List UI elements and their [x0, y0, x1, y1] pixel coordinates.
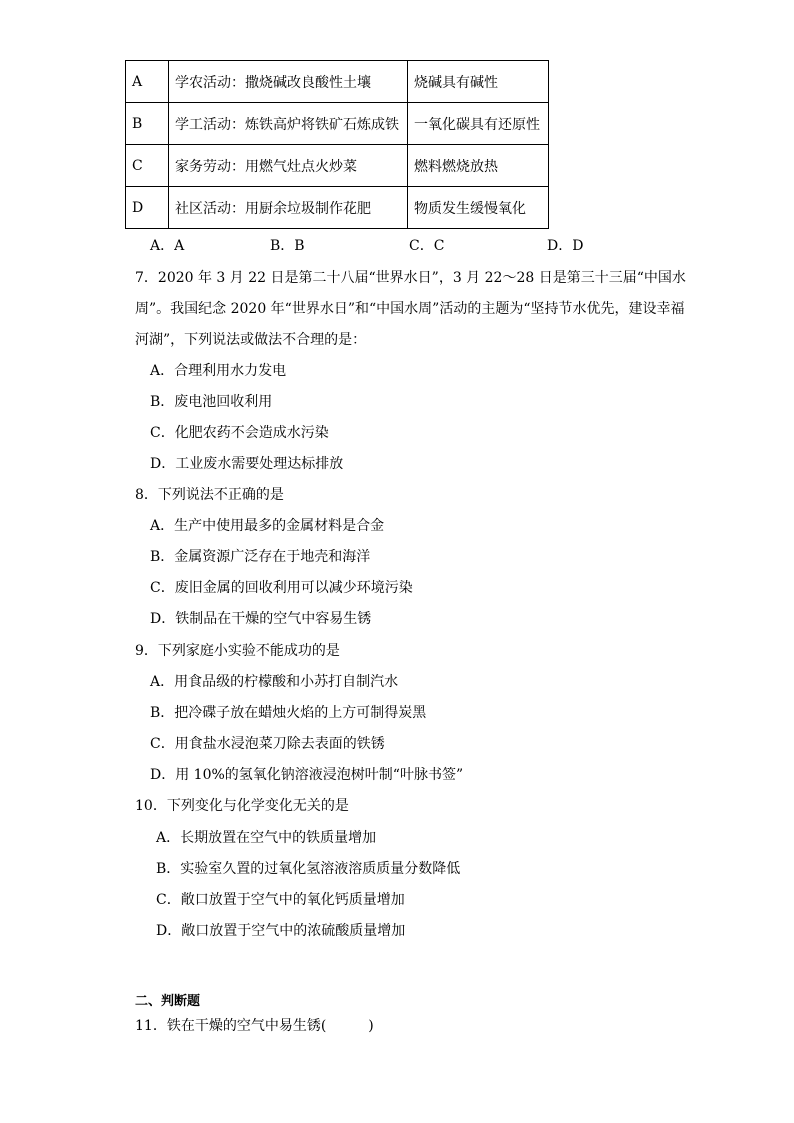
q7-option-b[interactable]: B．废电池回收利用	[150, 394, 273, 410]
q8-stem: 8．下列说法不正确的是	[135, 487, 284, 503]
q9-stem: 9．下列家庭小实验不能成功的是	[135, 643, 340, 659]
q10-option-c[interactable]: C．敞口放置于空气中的氧化钙质量增加	[156, 892, 405, 908]
q7-stem-line-2: 周”。我国纪念 2020 年“世界水日”和“中国水周”活动的主题为“坚持节水优先，建设幸福	[135, 301, 685, 317]
q7-option-c[interactable]: C．化肥农药不会造成水污染	[150, 425, 329, 441]
q7-stem-line-1: 7．2020 年 3 月 22 日是第二十八届“世界水日”，3 月 22～28 日是第三十三届“中国水	[135, 270, 686, 286]
row-label: C	[126, 145, 169, 187]
q9-option-c[interactable]: C．用食盐水浸泡菜刀除去表面的铁锈	[150, 736, 385, 752]
section-title: 二、判断题	[135, 994, 201, 1009]
q7-stem-line-3: 河湖”，下列说法或做法不合理的是：	[135, 332, 367, 348]
q6-option-a[interactable]: A．A	[150, 238, 185, 254]
q9-option-b[interactable]: B．把冷碟子放在蜡烛火焰的上方可制得炭黑	[150, 705, 427, 721]
row-activity: 学工活动：炼铁高炉将铁矿石炼成铁	[169, 103, 408, 145]
row-label: D	[126, 187, 169, 229]
q10-stem: 10．下列变化与化学变化无关的是	[135, 798, 349, 814]
table-row	[126, 145, 549, 187]
table-row	[126, 187, 549, 229]
q6-option-b[interactable]: B．B	[270, 238, 305, 254]
q8-option-d[interactable]: D．铁制品在干燥的空气中容易生锈	[150, 611, 372, 627]
row-reason: 一氧化碳具有还原性	[408, 103, 549, 145]
q8-option-a[interactable]: A．生产中使用最多的金属材料是合金	[150, 518, 385, 534]
q10-option-b[interactable]: B．实验室久置的过氧化氢溶液溶质质量分数降低	[156, 861, 461, 877]
q6-option-c[interactable]: C．C	[409, 238, 445, 254]
row-activity: 社区活动：用厨余垃圾制作花肥	[169, 187, 408, 229]
q10-option-a[interactable]: A．长期放置在空气中的铁质量增加	[156, 830, 377, 846]
row-activity: 家务劳动：用燃气灶点火炒菜	[169, 145, 408, 187]
q8-option-b[interactable]: B．金属资源广泛存在于地壳和海洋	[150, 549, 371, 565]
row-reason: 燃料燃烧放热	[408, 145, 549, 187]
answer-table	[125, 60, 549, 229]
row-label: A	[126, 61, 169, 103]
q8-option-c[interactable]: C．废旧金属的回收利用可以减少环境污染	[150, 580, 413, 596]
q9-option-d[interactable]: D．用 10%的氢氧化钠溶液浸泡树叶制“叶脉书签”	[150, 767, 464, 783]
q6-option-d[interactable]: D．D	[547, 238, 584, 254]
row-reason: 烧碱具有碱性	[408, 61, 549, 103]
q7-option-a[interactable]: A．合理利用水力发电	[150, 363, 287, 379]
q9-option-a[interactable]: A．用食品级的柠檬酸和小苏打自制汽水	[150, 674, 399, 690]
q7-option-d[interactable]: D．工业废水需要处理达标排放	[150, 456, 344, 472]
table-row	[126, 61, 549, 103]
q11-stem: 11．铁在干燥的空气中易生锈( )	[135, 1018, 374, 1034]
row-label: B	[126, 103, 169, 145]
q10-option-d[interactable]: D．敞口放置于空气中的浓硫酸质量增加	[156, 923, 406, 939]
row-reason: 物质发生缓慢氧化	[408, 187, 549, 229]
table-row	[126, 103, 549, 145]
row-activity: 学农活动：撒烧碱改良酸性土壤	[169, 61, 408, 103]
